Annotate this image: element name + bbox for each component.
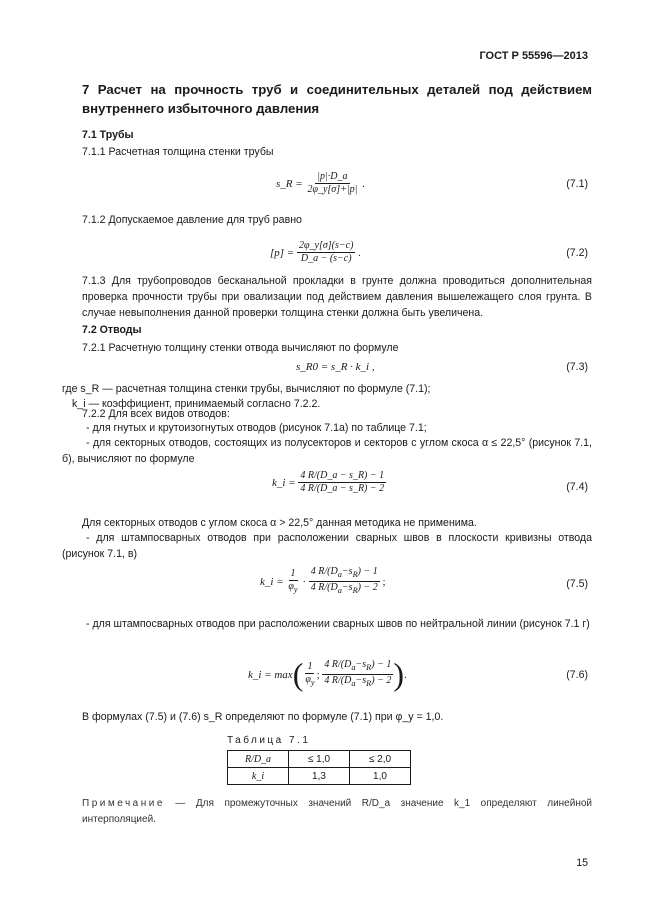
equation-7-6: k_i = max ( $\frac{1}{\varphi_y}$ ; $\frac{4 R/(D_a-s_R) - 1}{4 R/(D_a-s_R) - 2}$ ) . bbox=[248, 656, 407, 692]
eq5-lhs: k_i = bbox=[260, 575, 284, 588]
eq2-numerator: 2φ_y[σ](s−c) bbox=[298, 240, 354, 251]
equation-7-2: [p] = $\frac{2\varphi\_y[\sigma](s-c)}{D\_a - (s-c)}$ . bbox=[270, 240, 361, 264]
eq1-numerator: |p|·D_a bbox=[317, 171, 348, 182]
eq-number-7-1: (7.1) bbox=[566, 178, 588, 190]
table-header-row bbox=[228, 751, 411, 768]
eq4-denominator: 4 R/(D_a − s_R) − 2 bbox=[300, 483, 385, 494]
eq-number-7-5: (7.5) bbox=[566, 578, 588, 590]
bullet-bent-elbows: - для гнутых и крутоизогнутых отводов (рисунок 7.1а) по таблице 7.1; bbox=[86, 422, 427, 434]
paragraph-7-1-1: 7.1.1 Расчетная толщина стенки трубы bbox=[82, 146, 274, 158]
subsection-heading-7-1: 7.1 Трубы bbox=[82, 129, 134, 141]
eq6-fraction: $\frac{4 R/(D_a-s_R) - 1}{4 R/(D_a-s_R) - 2}$ bbox=[324, 659, 392, 688]
eq4-numerator: 4 R/(D_a − s_R) − 1 bbox=[300, 470, 385, 481]
table-header-cell: R/D_a bbox=[228, 751, 289, 768]
paragraph-7-1-2: 7.1.2 Допускаемое давление для труб равно bbox=[82, 214, 302, 226]
eq6-one-over-phi: $\frac{1}{\varphi_y}$ bbox=[305, 660, 315, 687]
paragraph-7-2-1: 7.2.1 Расчетную толщину стенки отвода вычисляют по формуле bbox=[82, 342, 399, 354]
eq6-lhs: k_i = max bbox=[248, 668, 293, 681]
eq2-denominator: D_a − (s−c) bbox=[300, 253, 352, 264]
where-line-2: k_i — коэффициент, принимаемый согласно 7.2.2. bbox=[72, 398, 321, 410]
paragraph-formulas-note: В формулах (7.5) и (7.6) s_R определяют по формуле (7.1) при φ_y = 1,0. bbox=[82, 711, 444, 723]
eq-number-7-4: (7.4) bbox=[566, 481, 588, 493]
bullet-sector-elbows: - для секторных отводов, состоящих из полусекторов и секторов с углом скоса α ≤ 22,5° (рисунок 7.1, б), вычисляют по формуле bbox=[62, 437, 592, 465]
page-number: 15 bbox=[576, 857, 588, 869]
equation-7-5: k_i = $\frac{1}{\varphi_y}$ · $\frac{4 R/(D_a-s_R) - 1}{4 R/(D_a-s_R) - 2}$ ; bbox=[260, 566, 386, 595]
note-text: — Для промежуточных значений R/D_a значение k_1 определяют линейной интерполяцией. bbox=[82, 798, 592, 825]
note-label: Примечание bbox=[82, 798, 165, 809]
paragraph-7-2-2: 7.2.2 Для всех видов отводов: bbox=[82, 408, 230, 420]
eq4-lhs: k_i = bbox=[272, 476, 296, 489]
paragraph-7-1-3: 7.1.3 Для трубопроводов бесканальной прокладки в грунте должна проводиться дополнительная проверка прочности трубы при овализации под действием давления вышележащего слоя грунта. В случае невыполнения данной проверки толщина стенки должна быть увеличена. bbox=[82, 275, 592, 319]
subsection-heading-7-2: 7.2 Отводы bbox=[82, 324, 142, 336]
table-row bbox=[228, 768, 411, 785]
table-header-cell: ≤ 1,0 bbox=[289, 751, 350, 768]
equation-7-1: s_R = $\frac{|p|\cdot D\_a}{2\varphi\_y[\sigma]+|p|}$ . bbox=[276, 171, 365, 195]
paragraph-sector-not-applicable: Для секторных отводов с углом скоса α > 22,5° данная методика не применима. bbox=[82, 517, 477, 529]
table-cell: 1,3 bbox=[289, 768, 350, 785]
where-line-1: где s_R — расчетная толщина стенки трубы, вычисляют по формуле (7.1); bbox=[62, 383, 431, 395]
eq-number-7-2: (7.2) bbox=[566, 247, 588, 259]
table-cell: k_i bbox=[228, 768, 289, 785]
eq5-one-over-phi: $\frac{1}{\varphi_y}$ bbox=[288, 567, 298, 594]
eq-number-7-6: (7.6) bbox=[566, 669, 588, 681]
eq4-fraction bbox=[298, 470, 386, 495]
eq1-lhs: s_R = bbox=[276, 177, 303, 190]
eq2-lhs: [p] = bbox=[270, 246, 295, 259]
equation-7-3: s_R0 = s_R · k_i , bbox=[296, 361, 375, 373]
eq2-fraction bbox=[297, 240, 355, 265]
table-header-cell: ≤ 2,0 bbox=[350, 751, 411, 768]
table-cell: 1,0 bbox=[350, 768, 411, 785]
standard-header: ГОСТ Р 55596—2013 bbox=[479, 50, 588, 62]
eq1-fraction bbox=[305, 171, 359, 196]
table-7-1 bbox=[227, 750, 411, 785]
note-paragraph bbox=[82, 796, 592, 828]
bullet-stamped-neutral: - для штампосварных отводов при расположении сварных швов по нейтральной линии (рисунок 7.1 г) bbox=[86, 618, 590, 630]
eq1-denominator: 2φ_y[σ]+|p| bbox=[307, 184, 358, 195]
equation-7-4 bbox=[272, 470, 386, 495]
bullet-stamped-curvature: - для штампосварных отводов при расположении сварных швов в плоскости кривизны отвода (рисунок 7.1, в) bbox=[62, 532, 592, 560]
table-caption: Таблица 7.1 bbox=[227, 735, 311, 746]
eq-number-7-3: (7.3) bbox=[566, 361, 588, 373]
section-title: 7 Расчет на прочность труб и соединительных деталей под действием внутреннего избыточного давления bbox=[82, 82, 592, 116]
eq5-fraction: $\frac{4 R/(D_a-s_R) - 1}{4 R/(D_a-s_R) - 2}$ bbox=[310, 566, 378, 595]
